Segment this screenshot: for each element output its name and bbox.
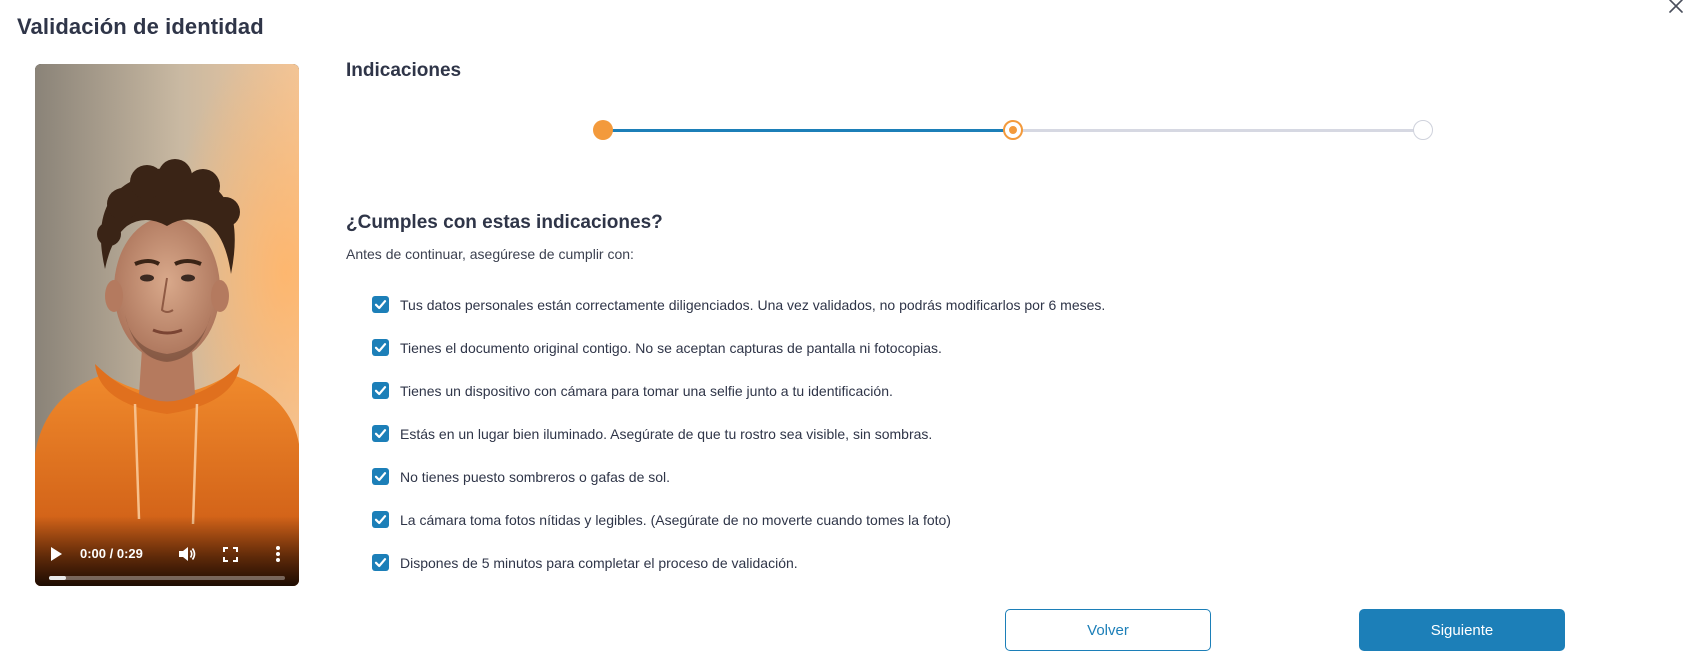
next-button[interactable]: Siguiente (1359, 609, 1565, 651)
requirements-checklist (372, 283, 1105, 584)
stepper-step-1 (593, 120, 613, 140)
checkbox[interactable] (372, 296, 389, 313)
close-icon[interactable] (1666, 0, 1686, 16)
checkmark-icon (374, 341, 387, 354)
checkbox[interactable] (372, 554, 389, 571)
checklist-item-label: La cámara toma fotos nítidas y legibles. (Asegúrate de no moverte cuando tomes la foto) (400, 511, 951, 528)
video-time: 0:00 / 0:29 (80, 546, 143, 561)
checklist-item-label: No tienes puesto sombreros o gafas de sol. (400, 468, 671, 485)
checklist-item-label: Estás en un lugar bien iluminado. Asegúrate de que tu rostro sea visible, sin sombras. (400, 425, 933, 442)
checklist-item-label: Dispones de 5 minutos para completar el proceso de validación. (400, 554, 798, 571)
checklist-item (372, 541, 1105, 584)
checklist-title: ¿Cumples con estas indicaciones? (346, 212, 663, 233)
video-player[interactable] (35, 64, 299, 586)
checkbox[interactable] (372, 339, 389, 356)
more-options-icon[interactable] (275, 545, 281, 563)
checkmark-icon (374, 298, 387, 311)
checkmark-icon (374, 513, 387, 526)
stepper-step-3 (1413, 120, 1433, 140)
stepper-connector (1013, 129, 1423, 132)
checkmark-icon (374, 470, 387, 483)
checklist-item (372, 326, 1105, 369)
volume-icon[interactable] (178, 546, 196, 562)
checklist-item (372, 283, 1105, 326)
checklist-item-label: Tienes un dispositivo con cámara para tomar una selfie junto a tu identificación. (400, 382, 893, 399)
checkmark-icon (374, 384, 387, 397)
checkbox[interactable] (372, 511, 389, 528)
fullscreen-icon[interactable] (223, 547, 238, 562)
video-progress-fill (49, 576, 66, 580)
checklist-intro: Antes de continuar, asegúrese de cumplir con: (346, 246, 634, 262)
checklist-item (372, 455, 1105, 498)
stepper-step-2 (1003, 120, 1023, 140)
checkbox[interactable] (372, 468, 389, 485)
progress-stepper (593, 117, 1433, 143)
checklist-item-label: Tus datos personales están correctamente diligenciados. Una vez validados, no podrás modificarlos por 6 meses. (400, 296, 1106, 313)
video-controls (35, 516, 299, 586)
checklist-item-label: Tienes el documento original contigo. No se aceptan capturas de pantalla ni fotocopias. (400, 339, 942, 356)
checklist-item (372, 369, 1105, 412)
play-icon[interactable] (49, 546, 63, 562)
stepper-connector (603, 129, 1013, 132)
video-thumbnail (35, 64, 299, 586)
section-title: Indicaciones (346, 60, 462, 81)
video-progress-bar[interactable] (49, 576, 285, 580)
checkmark-icon (374, 556, 387, 569)
checkbox[interactable] (372, 382, 389, 399)
checklist-item (372, 412, 1105, 455)
checkmark-icon (374, 427, 387, 440)
back-button[interactable]: Volver (1005, 609, 1211, 651)
page-title: Validación de identidad (17, 14, 264, 39)
checklist-item (372, 498, 1105, 541)
checkbox[interactable] (372, 425, 389, 442)
